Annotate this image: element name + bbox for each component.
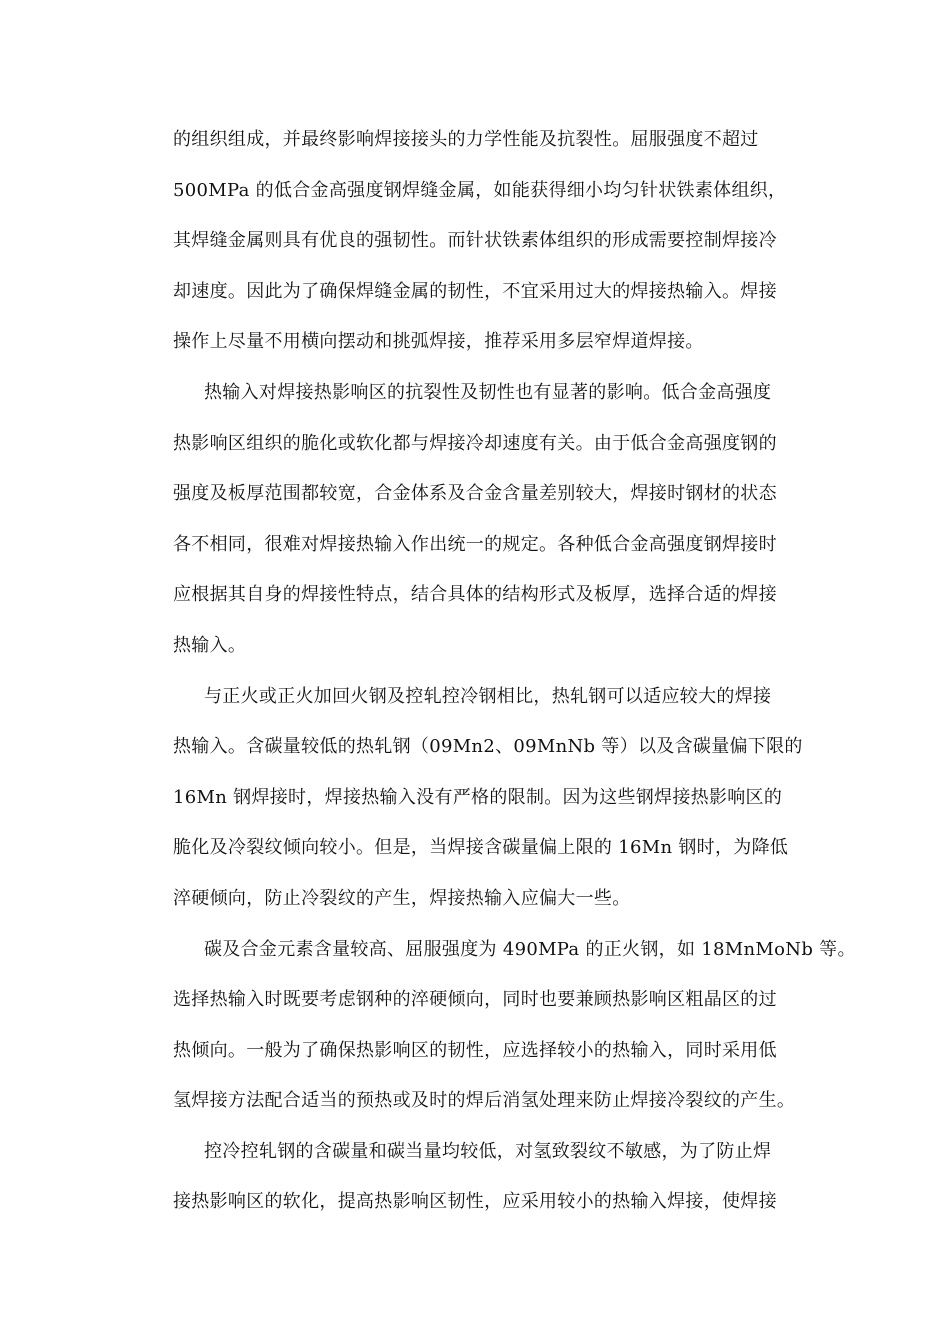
body-text [173,115,856,1228]
text-line: 强度及板厚范围都较宽，合金体系及合金含量差别较大，焊接时钢材的状态 [173,483,777,505]
text-line: 热输入对焊接热影响区的抗裂性及韧性也有显著的影响。低合金高强度 [204,381,772,403]
text-line: 碳及合金元素含量较高、屈服强度为 490MPa 的正火钢，如 18MnMoNb 等。 [204,938,856,960]
text-line: 其焊缝金属则具有优良的强韧性。而针状铁素体组织的形成需要控制焊接冷 [173,230,777,252]
text-line: 500MPa 的低合金高强度钢焊缝金属，如能获得细小均匀针状铁素体组织， [173,179,787,201]
text-line: 应根据其自身的焊接性特点，结合具体的结构形式及板厚，选择合适的焊接 [173,584,777,606]
text-line: 淬硬倾向，防止冷裂纹的产生，焊接热输入应偏大一些。 [173,887,631,909]
text-line: 脆化及冷裂纹倾向较小。但是，当焊接含碳量偏上限的 16Mn 钢时，为降低 [173,837,789,859]
text-line: 氢焊接方法配合适当的预热或及时的焊后消氢处理来防止焊接冷裂纹的产生。 [173,1090,796,1112]
text-line: 与正火或正火加回火钢及控轧控冷钢相比，热轧钢可以适应较大的焊接 [204,685,772,707]
text-line: 控冷控轧钢的含碳量和碳当量均较低，对氢致裂纹不敏感，为了防止焊 [204,1140,772,1162]
text-line: 选择热输入时既要考虑钢种的淬硬倾向，同时也要兼顾热影响区粗晶区的过 [173,989,777,1011]
text-line: 热影响区组织的脆化或软化都与焊接冷却速度有关。由于低合金高强度钢的 [173,432,777,454]
text-line: 操作上尽量不用横向摆动和挑弧焊接，推荐采用多层窄焊道焊接。 [173,331,704,353]
text-line: 各不相同，很难对焊接热输入作出统一的规定。各种低合金高强度钢焊接时 [173,533,777,555]
text-line: 16Mn 钢焊接时，焊接热输入没有严格的限制。因为这些钢焊接热影响区的 [173,786,783,808]
text-line: 的组织组成，并最终影响焊接接头的力学性能及抗裂性。屈服强度不超过 [173,129,759,150]
text-line: 热输入。含碳量较低的热轧钢（09Mn2、09MnNb 等）以及含碳量偏下限的 [173,736,803,758]
text-line: 接热影响区的软化，提高热影响区韧性，应采用较小的热输入焊接，使焊接 [173,1191,777,1213]
text-line: 热输入。 [173,634,247,656]
text-line: 却速度。因此为了确保焊缝金属的韧性，不宜采用过大的焊接热输入。焊接 [173,280,777,302]
text-line: 热倾向。一般为了确保热影响区的韧性，应选择较小的热输入，同时采用低 [173,1039,777,1061]
